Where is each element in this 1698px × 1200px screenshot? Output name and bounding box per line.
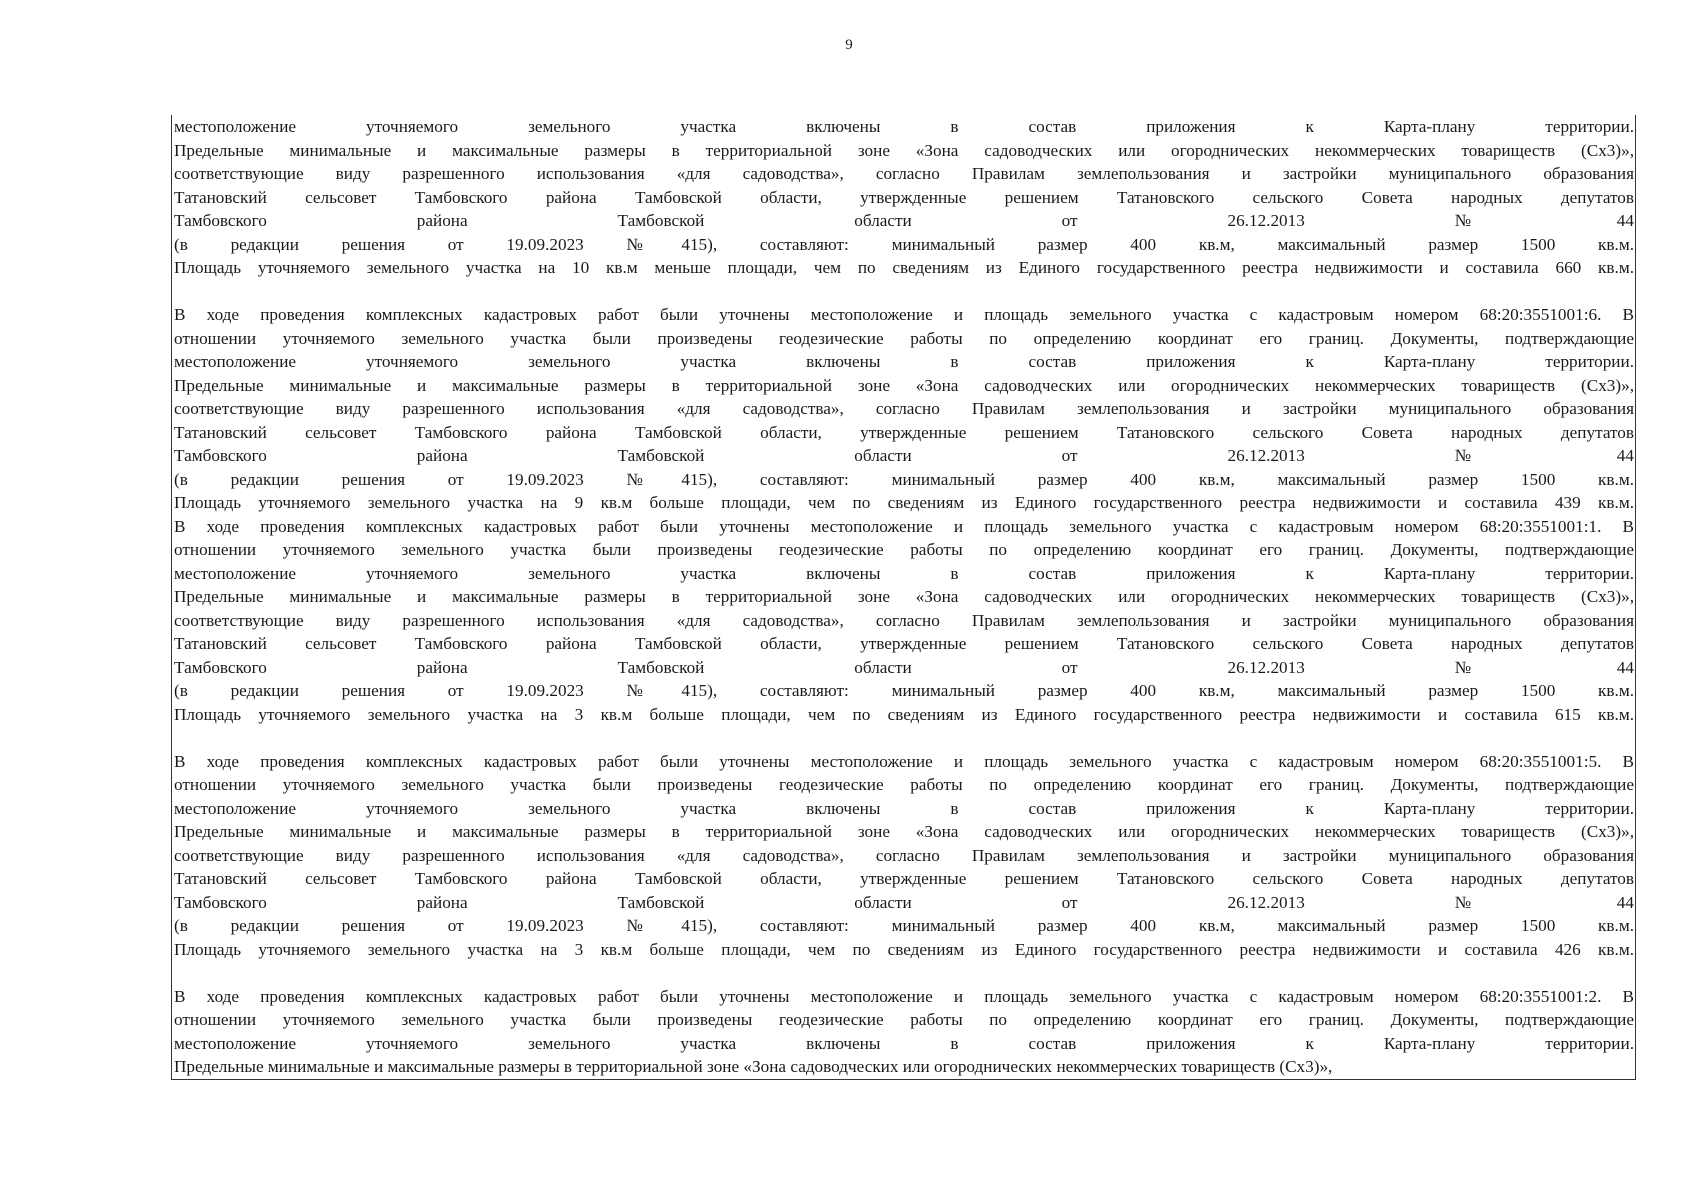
text-line: отношении уточняемого земельного участка были произведены геодезические работы по определению координат его границ. Документы, подтверждающие <box>174 328 1634 348</box>
text-line: Предельные минимальные и максимальные размеры в территориальной зоне «Зона садоводческих или огороднических некоммерческих товариществ (Сх3)», <box>174 1057 1333 1076</box>
text-line: Предельные минимальные и максимальные размеры в территориальной зоне «Зона садоводческих или огороднических некоммерческих товариществ (Сх3)», <box>174 375 1634 395</box>
text-line: В ходе проведения комплексных кадастровых работ были уточнены местоположение и площадь земельного участка с кадастровым номером 68:20:3551001:1. В <box>174 516 1634 536</box>
text-line: Татановский сельсовет Тамбовского района Тамбовской области, утвержденные решением Татановского сельского Совета народных депутатов <box>174 634 1634 653</box>
text-line: Тамбовского района Тамбовской области от 26.12.2013 №44 <box>174 211 1634 230</box>
text-line: отношении уточняемого земельного участка были произведены геодезические работы по определению координат его границ. Документы, подтверждающие <box>174 775 1634 794</box>
text-line: отношении уточняемого земельного участка были произведены геодезические работы по определению координат его границ. Документы, подтверждающие <box>174 540 1634 559</box>
paragraph-4 <box>172 985 1635 1079</box>
text-line: (в редакции решения от 19.09.2023 №415), составляют: минимальный размер 400 кв.м, максимальный размер 1500 кв.м. <box>174 469 1634 489</box>
paragraph-gap <box>172 726 1635 750</box>
page-number: 9 <box>845 37 853 53</box>
text-line: соответствующие виду разрешенного использования «для садоводства», согласно Правилам землепользования и застройки муниципального образования <box>174 845 1634 865</box>
text-line: Татановский сельсовет Тамбовского района Тамбовской области, утвержденные решением Татановского сельского Совета народных депутатов <box>174 187 1634 207</box>
text-line: Площадь уточняемого земельного участка на 3 кв.м больше площади, чем по сведениям из Единого государственного реестра недвижимости и составила 426 кв.м. <box>174 939 1634 959</box>
text-line: Площадь уточняемого земельного участка на 10 кв.м меньше площади, чем по сведениям из Единого государственного реестра недвижимости и составила 660 кв.м. <box>174 258 1634 277</box>
text-line: отношении уточняемого земельного участка были произведены геодезические работы по определению координат его границ. Документы, подтверждающие <box>174 1010 1634 1029</box>
text-line: местоположение уточняемого земельного участка включены в состав приложения к Карта-плану территории. <box>174 563 1634 583</box>
text-line: В ходе проведения комплексных кадастровых работ были уточнены местоположение и площадь земельного участка с кадастровым номером 68:20:3551001:2. В <box>174 986 1634 1006</box>
text-line: местоположение уточняемого земельного участка включены в состав приложения к Карта-плану территории. <box>174 352 1634 371</box>
text-line: Предельные минимальные и максимальные размеры в территориальной зоне «Зона садоводческих или огороднических некоммерческих товариществ (Сх3)», <box>174 140 1634 160</box>
paragraph-gap <box>172 961 1635 985</box>
paragraph-1 <box>172 115 1635 280</box>
text-line: В ходе проведения комплексных кадастровых работ были уточнены местоположение и площадь земельного участка с кадастровым номером 68:20:3551001:6. В <box>174 305 1634 324</box>
text-line: Татановский сельсовет Тамбовского района Тамбовской области, утвержденные решением Татановского сельского Совета народных депутатов <box>174 422 1634 442</box>
text-line: Предельные минимальные и максимальные размеры в территориальной зоне «Зона садоводческих или огороднических некоммерческих товариществ (Сх3)», <box>174 587 1634 606</box>
text-line: соответствующие виду разрешенного использования «для садоводства», согласно Правилам землепользования и застройки муниципального образования <box>174 610 1634 630</box>
text-line: соответствующие виду разрешенного использования «для садоводства», согласно Правилам землепользования и застройки муниципального образования <box>174 164 1634 183</box>
text-line: Татановский сельсовет Тамбовского района Тамбовской области, утвержденные решением Татановского сельского Совета народных депутатов <box>174 869 1634 888</box>
text-line: (в редакции решения от 19.09.2023 №415), составляют: минимальный размер 400 кв.м, максимальный размер 1500 кв.м. <box>174 681 1634 700</box>
text-line: местоположение уточняемого земельного участка включены в состав приложения к Карта-плану территории. <box>174 117 1634 136</box>
paragraph-2 <box>172 303 1635 726</box>
paragraph-3 <box>172 750 1635 962</box>
text-line: Площадь уточняемого земельного участка на 9 кв.м больше площади, чем по сведениям из Единого государственного реестра недвижимости и составила 439 кв.м. <box>174 493 1634 512</box>
paragraph-gap <box>172 280 1635 304</box>
text-line: (в редакции решения от 19.09.2023 №415), составляют: минимальный размер 400 кв.м, максимальный размер 1500 кв.м. <box>174 916 1634 935</box>
text-line: местоположение уточняемого земельного участка включены в состав приложения к Карта-плану территории. <box>174 1033 1634 1053</box>
text-line: (в редакции решения от 19.09.2023 №415), составляют: минимальный размер 400 кв.м, максимальный размер 1500 кв.м. <box>174 234 1634 254</box>
text-line: Тамбовского района Тамбовской области от 26.12.2013 №44 <box>174 892 1634 912</box>
text-line: соответствующие виду разрешенного использования «для садоводства», согласно Правилам землепользования и застройки муниципального образования <box>174 399 1634 418</box>
text-line: Площадь уточняемого земельного участка на 3 кв.м больше площади, чем по сведениям из Единого государственного реестра недвижимости и составила 615 кв.м. <box>174 704 1634 724</box>
text-line: Тамбовского района Тамбовской области от 26.12.2013 №44 <box>174 657 1634 677</box>
text-frame <box>171 115 1636 1080</box>
text-line: Предельные минимальные и максимальные размеры в территориальной зоне «Зона садоводческих или огороднических некоммерческих товариществ (Сх3)», <box>174 822 1634 841</box>
text-line: В ходе проведения комплексных кадастровых работ были уточнены местоположение и площадь земельного участка с кадастровым номером 68:20:3551001:5. В <box>174 751 1634 771</box>
text-line: Тамбовского района Тамбовской области от 26.12.2013 №44 <box>174 446 1634 465</box>
text-line: местоположение уточняемого земельного участка включены в состав приложения к Карта-плану территории. <box>174 798 1634 818</box>
